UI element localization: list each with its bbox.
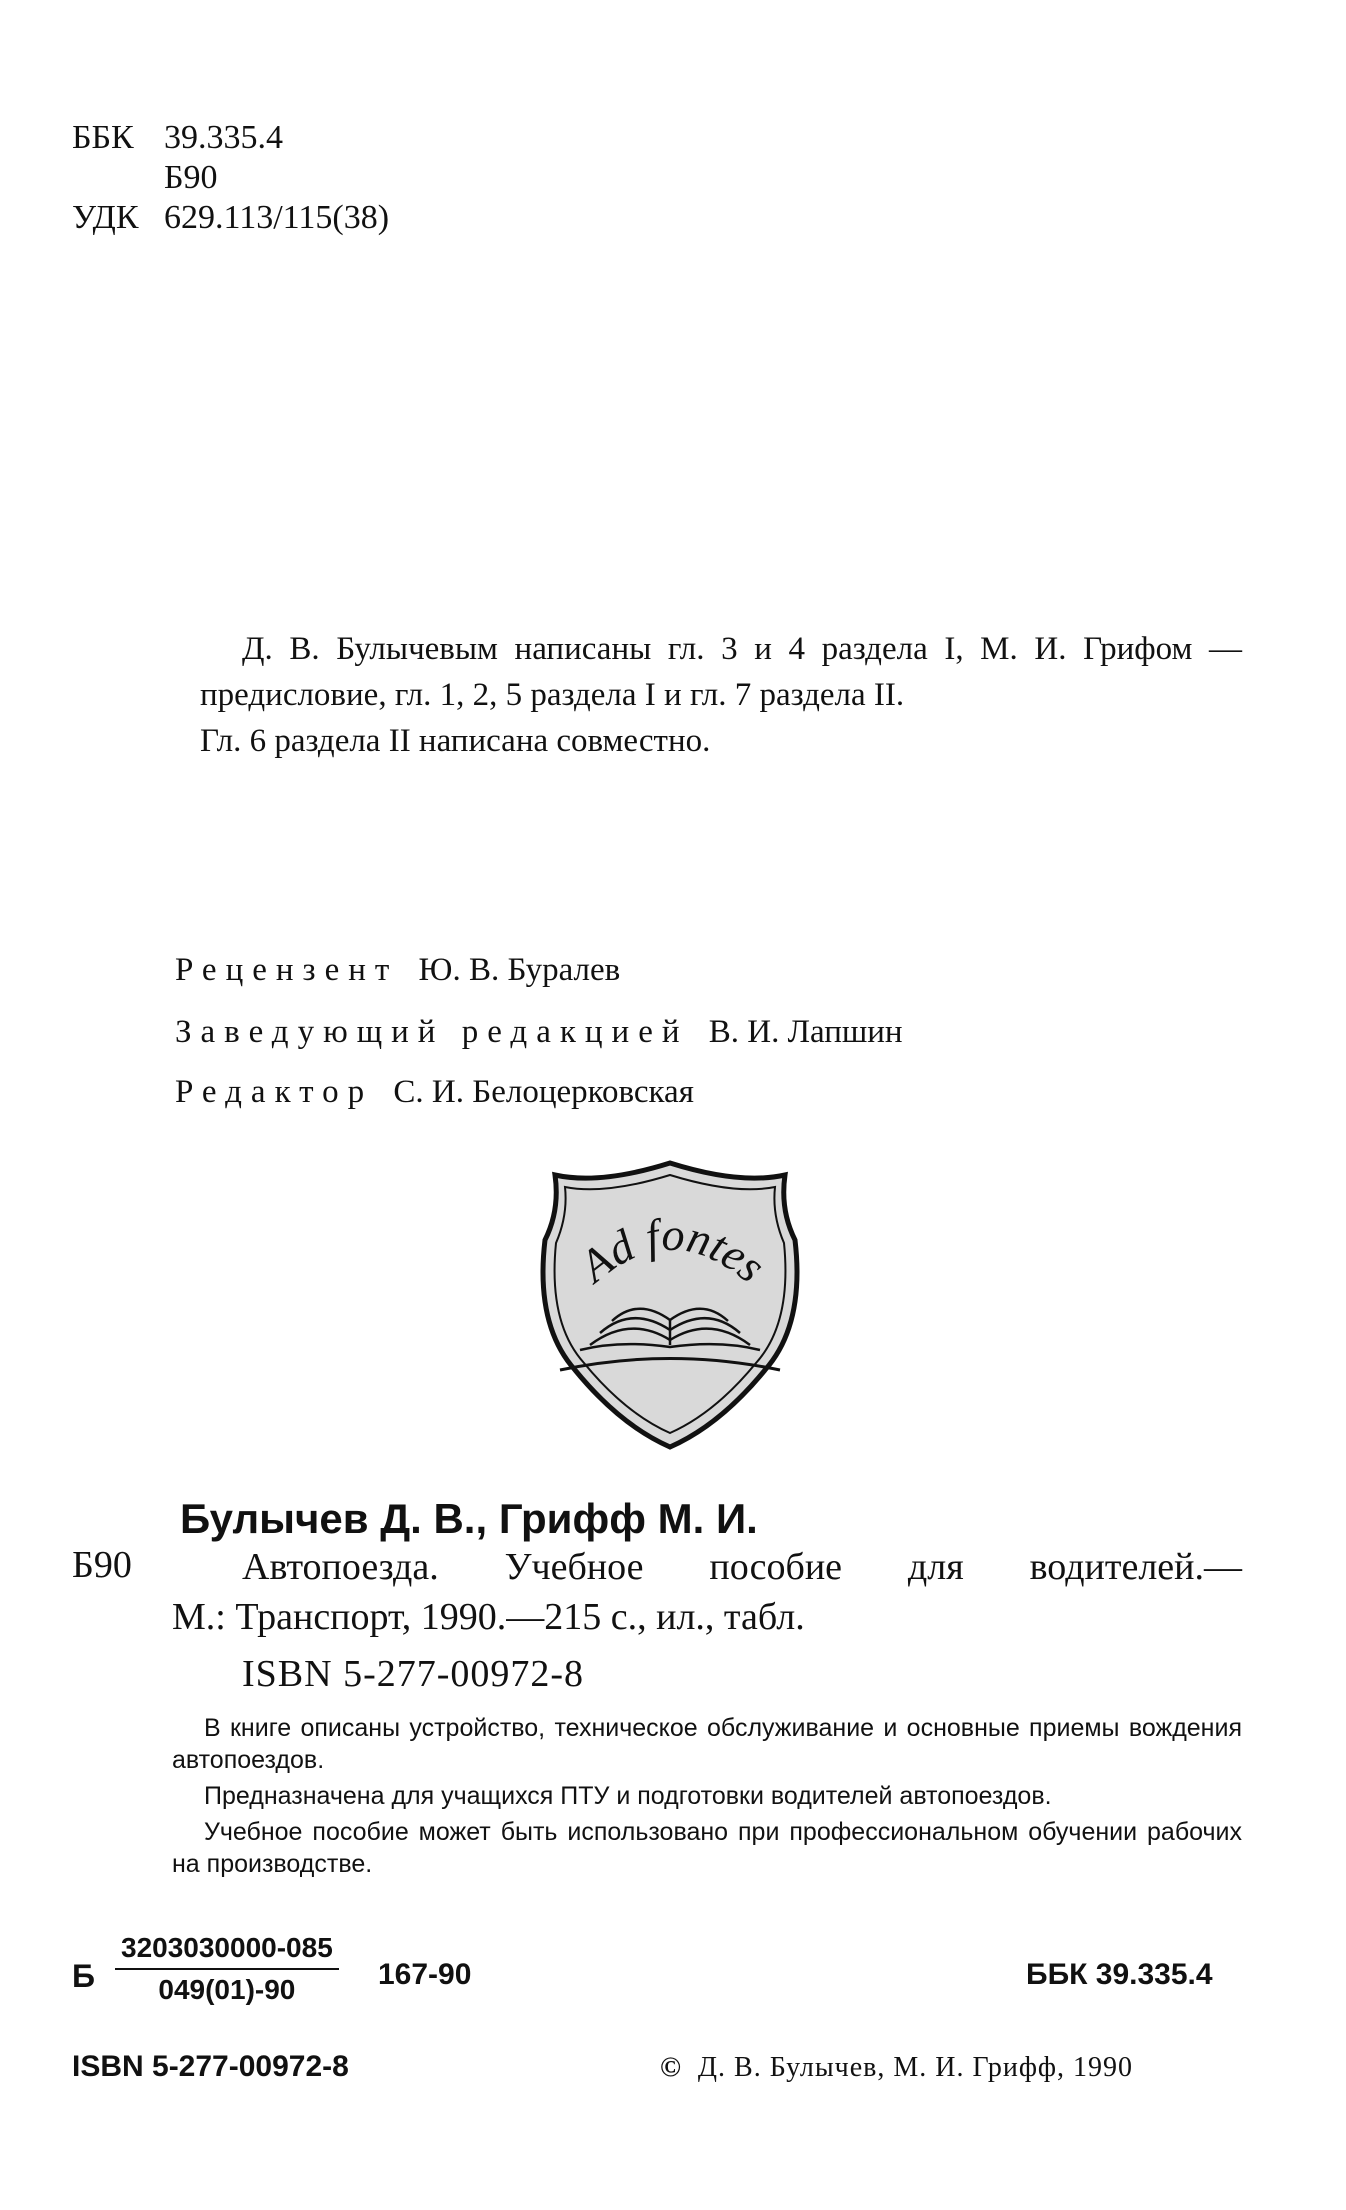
index-letter: Б bbox=[72, 1958, 95, 1994]
head-editor-name: В. И. Лапшин bbox=[708, 1014, 903, 1050]
order-number: 167-90 bbox=[378, 1958, 472, 1991]
reviewer-role: Рецензент bbox=[175, 952, 399, 988]
annotation-p2: Предназначена для учащихся ПТУ и подготовки водителей автопоездов. bbox=[204, 1782, 1052, 1810]
shield-icon bbox=[520, 1155, 820, 1455]
authorship-note bbox=[200, 626, 1242, 764]
udk-value: 629.113/115(38) bbox=[164, 199, 390, 236]
bbk-bottom: ББК 39.335.4 bbox=[1026, 1958, 1213, 1991]
index-numerator: 3203030000-085 bbox=[115, 1932, 339, 1970]
bibliographic-imprint: М.: Транспорт, 1990.—215 с., ил., табл. bbox=[172, 1596, 805, 1638]
author-mark-row bbox=[72, 158, 389, 198]
editor-line bbox=[175, 1072, 694, 1112]
reviewer-name: Ю. В. Буралев bbox=[418, 952, 621, 988]
udk-row bbox=[72, 198, 389, 238]
author-mark: Б90 bbox=[164, 159, 218, 196]
editor-role: Редактор bbox=[175, 1074, 374, 1110]
bbk-row bbox=[72, 118, 389, 158]
annotation-p3: Учебное пособие может быть использовано при профессиональном обучении рабочих на производстве. bbox=[172, 1818, 1242, 1878]
emblem-motto: Ad fontes bbox=[569, 1208, 776, 1293]
annotation-p1: В книге описаны устройство, техническое обслуживание и основные приемы вождения автопоездов. bbox=[172, 1714, 1242, 1774]
udk-label: УДК bbox=[72, 199, 139, 236]
annotation bbox=[172, 1712, 1242, 1884]
index-fraction bbox=[115, 1932, 339, 2006]
authorship-note-line1: Д. В. Булычевым написаны гл. 3 и 4 раздела I, М. И. Грифом — предисловие, гл. 1, 2, 5 раздела I и гл. 7 раздела II. bbox=[200, 631, 1242, 713]
index-denominator: 049(01)-90 bbox=[158, 1974, 296, 2005]
copyright-line bbox=[660, 2052, 1133, 2084]
bibliographic-authors: Булычев Д. В., Грифф М. И. bbox=[180, 1495, 758, 1542]
footer-isbn: ISBN 5-277-00972-8 bbox=[72, 2050, 349, 2083]
head-editor-role: Заведующий редакцией bbox=[175, 1014, 689, 1050]
bibliographic-mark: Б90 bbox=[72, 1544, 132, 1586]
copyright-text: Д. В. Булычев, М. И. Грифф, 1990 bbox=[697, 2052, 1134, 2083]
authorship-note-line2: Гл. 6 раздела II написана совместно. bbox=[200, 723, 711, 759]
bbk-value: 39.335.4 bbox=[164, 119, 283, 156]
editor-name: С. И. Белоцерковская bbox=[393, 1074, 694, 1110]
bibliographic-title: Автопоезда. Учебное пособие для водителей.— bbox=[242, 1546, 1242, 1588]
bibliographic-isbn: ISBN 5-277-00972-8 bbox=[242, 1653, 585, 1695]
ad-fontes-emblem bbox=[520, 1155, 820, 1455]
reviewer-line bbox=[175, 950, 620, 990]
head-editor-line bbox=[175, 1012, 903, 1052]
copyright-icon: © bbox=[660, 2052, 682, 2083]
classification-codes bbox=[72, 118, 389, 238]
bbk-label: ББК bbox=[72, 119, 134, 156]
